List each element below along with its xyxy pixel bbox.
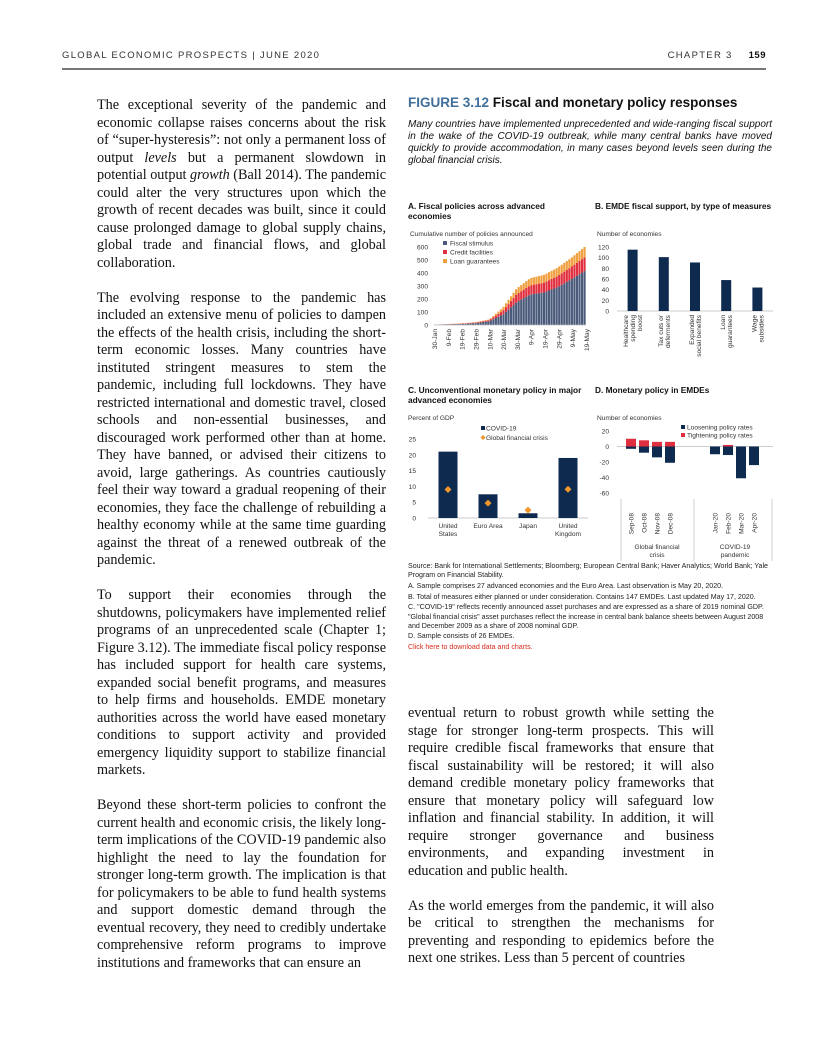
svg-text:Apr-20: Apr-20 bbox=[751, 513, 759, 533]
svg-text:deferments: deferments bbox=[664, 315, 672, 348]
figure-subtitle: Many countries have implemented unprecedented and wide-ranging fiscal support in the wake of the COVID-19 outbreak, while many central banks have moved quickly to provide accommodation, in many cases beyond levels seen during the global financial crisis. bbox=[408, 119, 772, 166]
figure-title: FIGURE 3.12 Fiscal and monetary policy responses bbox=[408, 95, 738, 110]
running-header: GLOBAL ECONOMIC PROSPECTS | JUNE 2020 bbox=[62, 50, 321, 61]
svg-text:Global financial crisis: Global financial crisis bbox=[486, 435, 548, 442]
svg-text:Credit facilities: Credit facilities bbox=[450, 249, 493, 257]
svg-text:social benefits: social benefits bbox=[696, 315, 703, 357]
chart-d-plot bbox=[595, 411, 775, 561]
svg-text:30-Jan: 30-Jan bbox=[432, 329, 439, 350]
paragraph-1: The exceptional severity of the pandemic and economic collapse raises concerns about the risk of “super-hysteresis”: not only a permanent loss of output levels but a permanent slowdown in potential output growth (Ball 2014). The pandemic could alter the very structures upon which the growth of recent decades was built, since it could cause prolonged damage to global supply chains, global trade and financial flows, and global collaboration. bbox=[97, 97, 386, 271]
note-d: D. Sample consists of 26 EMDEs. bbox=[408, 632, 515, 641]
svg-text:400: 400 bbox=[416, 270, 428, 278]
svg-text:Loosening policy rates: Loosening policy rates bbox=[687, 424, 753, 432]
panel-a bbox=[408, 201, 591, 371]
page-number: 159 bbox=[748, 50, 766, 61]
svg-text:19-Apr: 19-Apr bbox=[542, 329, 550, 349]
svg-text:United: United bbox=[438, 523, 458, 530]
svg-text:spending: spending bbox=[630, 315, 638, 342]
svg-text:15: 15 bbox=[408, 468, 416, 476]
svg-text:-60: -60 bbox=[599, 490, 609, 498]
download-link[interactable]: Click here to download data and charts. bbox=[408, 643, 533, 652]
chart-a-plot bbox=[408, 227, 593, 377]
figure-notes bbox=[408, 562, 772, 654]
svg-text:5: 5 bbox=[412, 499, 416, 507]
right-column bbox=[408, 705, 714, 985]
svg-text:Nov-08: Nov-08 bbox=[654, 513, 662, 535]
svg-text:Fiscal stimulus: Fiscal stimulus bbox=[450, 240, 494, 248]
svg-text:States: States bbox=[438, 531, 458, 538]
svg-text:-20: -20 bbox=[599, 459, 609, 467]
svg-text:9-Apr: 9-Apr bbox=[528, 329, 536, 346]
svg-text:20: 20 bbox=[408, 452, 416, 460]
chart-c-plot bbox=[408, 411, 593, 561]
note-c: C. "COVID-19" reflects recently announced asset purchases and are expressed as a share of 2019 nominal GDP. "Global financial crisis" asset purchases reflect the increase in central bank balance sheets between August 2008 and December 2009 as a share of 2008 nominal GDP. bbox=[408, 603, 764, 630]
svg-text:Japan: Japan bbox=[519, 523, 537, 530]
svg-text:Mar-20: Mar-20 bbox=[738, 513, 746, 534]
svg-text:boost: boost bbox=[637, 315, 645, 332]
svg-text:25: 25 bbox=[408, 436, 416, 444]
svg-text:0: 0 bbox=[605, 444, 609, 451]
panel-d bbox=[595, 385, 775, 559]
svg-text:Tax cuts or: Tax cuts or bbox=[657, 315, 665, 347]
svg-text:Feb-20: Feb-20 bbox=[725, 513, 733, 534]
svg-text:40: 40 bbox=[601, 287, 609, 295]
svg-text:60: 60 bbox=[601, 276, 609, 284]
svg-text:300: 300 bbox=[416, 283, 428, 291]
svg-text:120: 120 bbox=[597, 244, 609, 252]
svg-text:Loan: Loan bbox=[720, 315, 728, 330]
svg-text:United: United bbox=[558, 523, 578, 530]
paragraph-2: The evolving response to the pandemic has included an extensive menu of policies to dampen the effects of the health crisis, including the short-term economic losses. Many countries have instituted stringent measures to stem the pandemic, including full lockdowns. They have restricted international and domestic travel, closed schools and non-essential businesses, and discouraged work performed other than at home. They have banned, or advised their citizens to avoid, large gatherings. As countries cautiously feel their way toward a gradual reopening of their economies, they face the challenge of rebuilding a healthy economy while at the same time guarding against the threat of a renewed outbreak of the pandemic. bbox=[97, 289, 386, 568]
svg-text:0: 0 bbox=[424, 322, 428, 330]
svg-text:20-Mar: 20-Mar bbox=[501, 329, 509, 350]
svg-text:29-Apr: 29-Apr bbox=[556, 329, 564, 349]
svg-text:Jan-20: Jan-20 bbox=[712, 513, 720, 534]
svg-text:guarantees: guarantees bbox=[727, 315, 735, 348]
panel-b bbox=[595, 201, 775, 371]
svg-text:Cumulative number of policies: Cumulative number of policies announced bbox=[410, 231, 533, 238]
panel-a-title: A. Fiscal policies across advanced economies bbox=[408, 201, 545, 221]
svg-text:500: 500 bbox=[416, 257, 428, 265]
header-rule bbox=[62, 68, 766, 70]
svg-text:9-Feb: 9-Feb bbox=[445, 329, 453, 347]
left-column bbox=[97, 97, 386, 990]
svg-text:Wage: Wage bbox=[751, 315, 759, 332]
svg-text:Global financial: Global financial bbox=[634, 544, 680, 551]
svg-text:100: 100 bbox=[416, 309, 428, 317]
svg-text:19-Feb: 19-Feb bbox=[459, 329, 467, 350]
figure-header bbox=[408, 95, 772, 167]
svg-text:COVID-19: COVID-19 bbox=[486, 425, 517, 433]
note-source: Source: Bank for International Settlements; Bloomberg; European Central Bank; Haver Analytics; World Bank; Yale Program on Financial Stability. bbox=[408, 562, 768, 580]
svg-text:80: 80 bbox=[601, 265, 609, 273]
note-b: B. Total of measures either planned or under consideration. Contains 147 EMDEs. Last updated May 17, 2020. bbox=[408, 592, 756, 601]
panel-b-title: B. EMDE fiscal support, by type of measures bbox=[595, 201, 772, 211]
panel-c-title: C. Unconventional monetary policy in major advanced economies bbox=[408, 385, 582, 405]
chapter-text: CHAPTER 3 bbox=[667, 50, 733, 61]
svg-text:20: 20 bbox=[601, 297, 609, 305]
svg-text:100: 100 bbox=[597, 255, 609, 263]
svg-text:600: 600 bbox=[416, 244, 428, 252]
svg-text:9-May: 9-May bbox=[570, 329, 578, 348]
svg-text:subsidies: subsidies bbox=[758, 315, 766, 343]
paragraph-3: To support their economies through the shutdowns, policymakers have implemented relief programs of an unprecedented scale (Chapter 1; Figure 3.12). The immediate fiscal policy response has included support for health care systems, expanded social benefit programs, and measures to help firms and households. EMDE monetary authorities across the world have eased monetary conditions to support activity and provided emergency liquidity support to stabilize financial markets. bbox=[97, 587, 386, 778]
svg-text:30-Mar: 30-Mar bbox=[514, 329, 522, 350]
svg-text:-40: -40 bbox=[599, 475, 609, 482]
svg-text:Tightening policy rates: Tightening policy rates bbox=[687, 432, 753, 440]
svg-text:19-May: 19-May bbox=[584, 329, 591, 351]
panel-c bbox=[408, 385, 588, 555]
svg-text:29-Feb: 29-Feb bbox=[473, 329, 481, 350]
svg-text:Sep-08: Sep-08 bbox=[628, 513, 636, 535]
panel-d-title: D. Monetary policy in EMDEs bbox=[595, 385, 710, 395]
svg-text:Percent of GDP: Percent of GDP bbox=[408, 415, 455, 422]
svg-text:10-Mar: 10-Mar bbox=[487, 329, 495, 350]
svg-text:COVID-19: COVID-19 bbox=[719, 544, 751, 551]
chart-b-plot bbox=[595, 227, 775, 377]
svg-text:Kingdom: Kingdom bbox=[554, 531, 582, 538]
svg-text:Number of economies: Number of economies bbox=[597, 415, 662, 422]
chapter-label bbox=[668, 50, 766, 61]
svg-text:20: 20 bbox=[601, 428, 609, 436]
svg-text:Loan guarantees: Loan guarantees bbox=[450, 258, 500, 266]
svg-text:0: 0 bbox=[605, 308, 609, 316]
svg-text:Dec-08: Dec-08 bbox=[667, 513, 675, 535]
svg-text:200: 200 bbox=[416, 296, 428, 304]
paragraph-5: eventual return to robust growth while setting the stage for stronger long-term prospects. This will require credible fiscal frameworks that ensure that fiscal sustainability will be restored; it will also demand credible monetary policy frameworks that ensure that monetary policy will safeguard low inflation and financial stability. In addition, it will require stronger governance and business environments, and expanding investment in education and public health. bbox=[408, 705, 714, 879]
svg-text:0: 0 bbox=[412, 515, 416, 523]
note-a: A. Sample comprises 27 advanced economies and the Euro Area. Last observation is May 20, 2020. bbox=[408, 581, 724, 590]
svg-text:Expanded: Expanded bbox=[689, 315, 696, 345]
svg-text:Euro Area: Euro Area bbox=[473, 523, 503, 530]
svg-text:Number of economies: Number of economies bbox=[597, 231, 662, 238]
svg-text:Oct-08: Oct-08 bbox=[641, 513, 649, 533]
svg-text:crisis: crisis bbox=[649, 552, 665, 559]
paragraph-6: As the world emerges from the pandemic, it will also be critical to strengthen the mechanisms for preventing and responding to epidemics before the next one strikes. Less than 5 percent of countries bbox=[408, 897, 714, 966]
paragraph-4: Beyond these short-term policies to confront the current health and economic crisis, the likely long-term implications of the COVID-19 pandemic also highlight the need to lay the foundation for stronger long-term growth. The implication is that for policymakers to be able to fund health systems and support domestic demand through the eventual recovery, they need to credibly undertake comprehensive reform programs to improve institutions and frameworks that can ensure an bbox=[97, 797, 386, 971]
svg-text:Healthcare: Healthcare bbox=[623, 315, 631, 347]
svg-text:10: 10 bbox=[408, 483, 416, 491]
svg-text:pandemic: pandemic bbox=[720, 552, 750, 559]
